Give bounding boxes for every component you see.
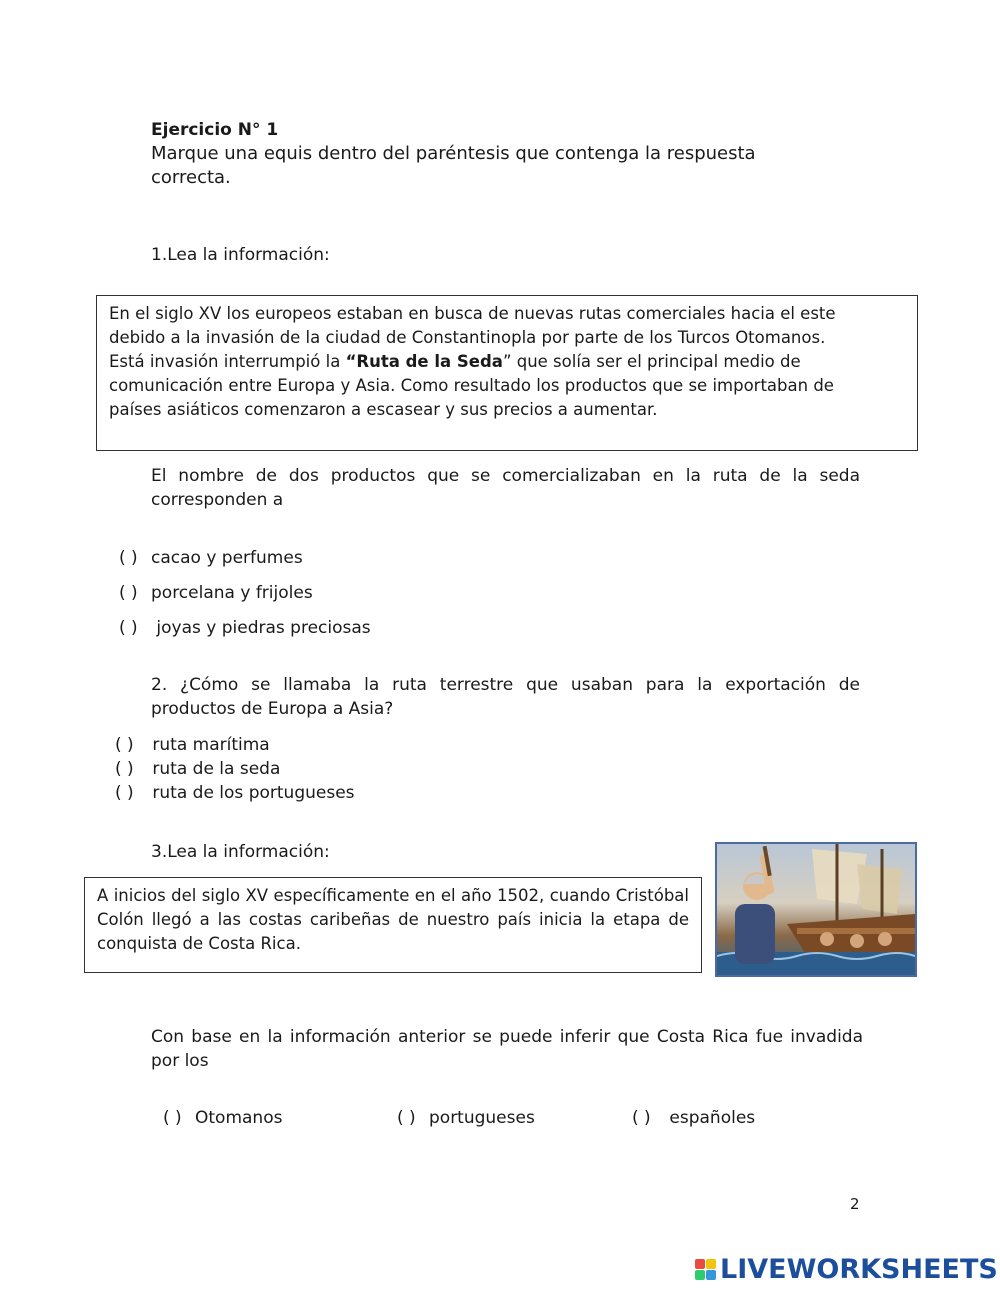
option-text: españoles (664, 1108, 756, 1128)
answer-parenthesis[interactable]: ( ) (115, 759, 134, 779)
option-text: joyas y piedras preciosas (151, 618, 371, 638)
exercise-title: Ejercicio N° 1 (151, 120, 279, 140)
answer-parenthesis[interactable]: ( ) (119, 618, 138, 638)
option-text: Otomanos (195, 1108, 283, 1128)
q1-question: El nombre de dos productos que se comercializaban en la ruta de la seda corresponden a (151, 466, 860, 510)
instruction-line-1: Marque una equis dentro del paréntesis que contenga la respuesta (151, 143, 756, 164)
answer-parenthesis[interactable]: ( ) (632, 1108, 651, 1128)
columbus-ship-scene (717, 844, 915, 975)
q3-option-3[interactable] (632, 1106, 755, 1130)
option-text: ruta marítima (147, 735, 270, 755)
q1-option-2[interactable] (119, 581, 313, 605)
answer-parenthesis[interactable]: ( ) (163, 1108, 182, 1128)
q3-option-1[interactable] (163, 1106, 282, 1130)
q1-info-box (96, 295, 918, 451)
q2-option-1[interactable] (115, 733, 270, 757)
q1-option-3[interactable] (119, 616, 371, 640)
q1-box-line-4: comunicación entre Europa y Asia. Como resultado los productos que se importaban de (109, 376, 834, 395)
q1-box-line-1: En el siglo XV los europeos estaban en busca de nuevas rutas comerciales hacia el este (109, 304, 836, 323)
option-text: ruta de la seda (147, 759, 281, 779)
q1-box-line-2: debido a la invasión de la ciudad de Constantinopla por parte de los Turcos Otomanos. (109, 328, 826, 347)
brand-name: LIVEWORKSHEETS (720, 1253, 998, 1285)
q1-intro: 1.Lea la información: (151, 245, 330, 265)
q3-question: Con base en la información anterior se puede inferir que Costa Rica fue invadida por los (151, 1027, 863, 1071)
answer-parenthesis[interactable]: ( ) (115, 783, 134, 803)
option-text: cacao y perfumes (151, 548, 303, 568)
answer-parenthesis[interactable]: ( ) (119, 583, 138, 603)
ruta-seda-bold: “Ruta de la Seda (345, 352, 503, 371)
q2-question: 2. ¿Cómo se llamaba la ruta terrestre que usaban para la exportación de productos de Europa a Asia? (151, 675, 860, 719)
instruction-line-2: correcta. (151, 167, 231, 188)
answer-parenthesis[interactable]: ( ) (119, 548, 138, 568)
q3-info-box (84, 877, 702, 973)
q1-option-1[interactable] (119, 546, 303, 570)
q2-option-3[interactable] (115, 781, 355, 805)
answer-parenthesis[interactable]: ( ) (115, 735, 134, 755)
logo-blocks-icon (695, 1259, 716, 1280)
q3-option-2[interactable] (397, 1106, 535, 1130)
page-number: 2 (850, 1195, 860, 1213)
q3-intro: 3.Lea la información: (151, 842, 330, 862)
option-text: portugueses (429, 1108, 535, 1128)
option-text: ruta de los portugueses (147, 783, 355, 803)
q1-box-line-5: países asiáticos comenzaron a escasear y sus precios a aumentar. (109, 400, 658, 419)
answer-parenthesis[interactable]: ( ) (397, 1108, 416, 1128)
columbus-illustration (715, 842, 917, 977)
q1-box-line-3: Está invasión interrumpió la “Ruta de la Seda” que solía ser el principal medio de (109, 352, 801, 371)
q3-box-text: A inicios del siglo XV específicamente en el año 1502, cuando Cristóbal Colón llegó a las costas caribeñas de nuestro país inicia la etapa de conquista de Costa Rica. (97, 886, 689, 953)
liveworksheets-logo (695, 1254, 998, 1284)
q2-option-2[interactable] (115, 757, 280, 781)
option-text: porcelana y frijoles (151, 583, 313, 603)
